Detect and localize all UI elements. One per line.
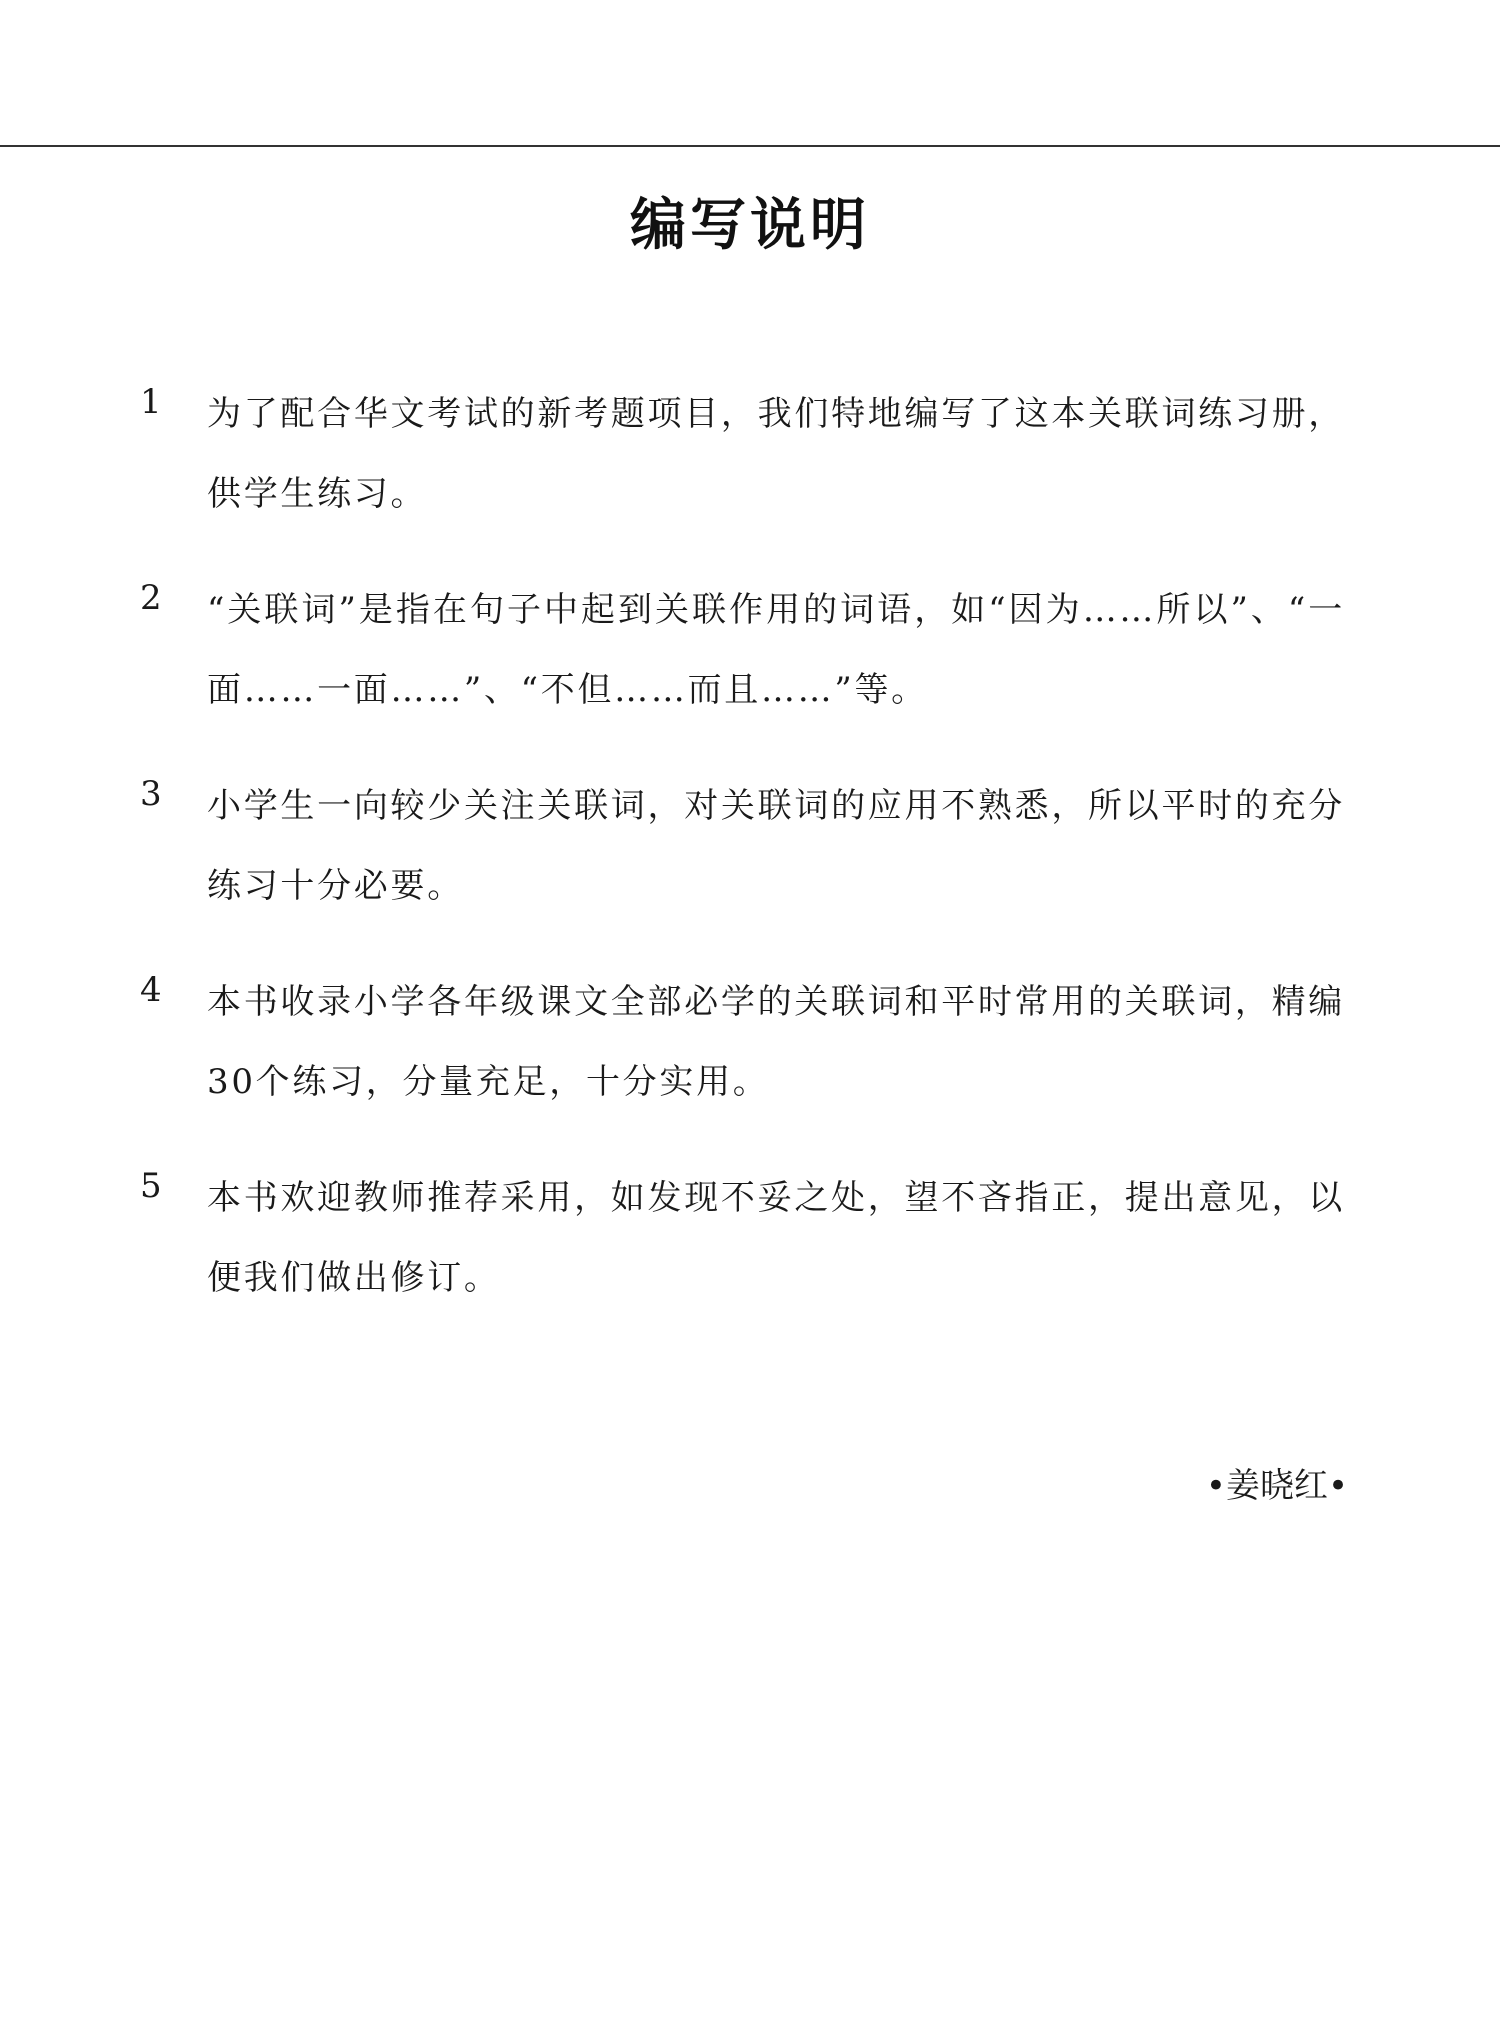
notes-list — [140, 360, 1360, 1340]
note-item-1 — [140, 360, 1360, 556]
header-rule — [0, 145, 1500, 147]
note-text: “关联词”是指在句子中起到关联作用的词语，如“因为……所以”、“一面……一面……”、“不但……而且……”等。 — [207, 590, 1345, 710]
note-item-3 — [140, 752, 1360, 948]
note-text: 本书收录小学各年级课文全部必学的关联词和平时常用的关联词，精编30个练习，分量充足，十分实用。 — [207, 982, 1345, 1102]
note-text: 本书欢迎教师推荐采用，如发现不妥之处，望不吝指正，提出意见，以便我们做出修订。 — [207, 1178, 1345, 1298]
page-title: 编写说明 — [630, 193, 870, 258]
note-number: 2 — [140, 578, 162, 618]
note-item-4 — [140, 948, 1360, 1144]
note-item-2 — [140, 556, 1360, 752]
note-number: 3 — [140, 774, 162, 814]
author-signature: •姜晓红• — [1205, 1466, 1348, 1506]
note-text: 小学生一向较少关注关联词，对关联词的应用不熟悉，所以平时的充分练习十分必要。 — [207, 786, 1345, 906]
note-number: 5 — [140, 1166, 162, 1206]
note-item-5 — [140, 1144, 1360, 1340]
note-number: 1 — [140, 382, 162, 422]
note-text: 为了配合华文考试的新考题项目，我们特地编写了这本关联词练习册，供学生练习。 — [207, 394, 1345, 514]
note-number: 4 — [140, 970, 162, 1010]
